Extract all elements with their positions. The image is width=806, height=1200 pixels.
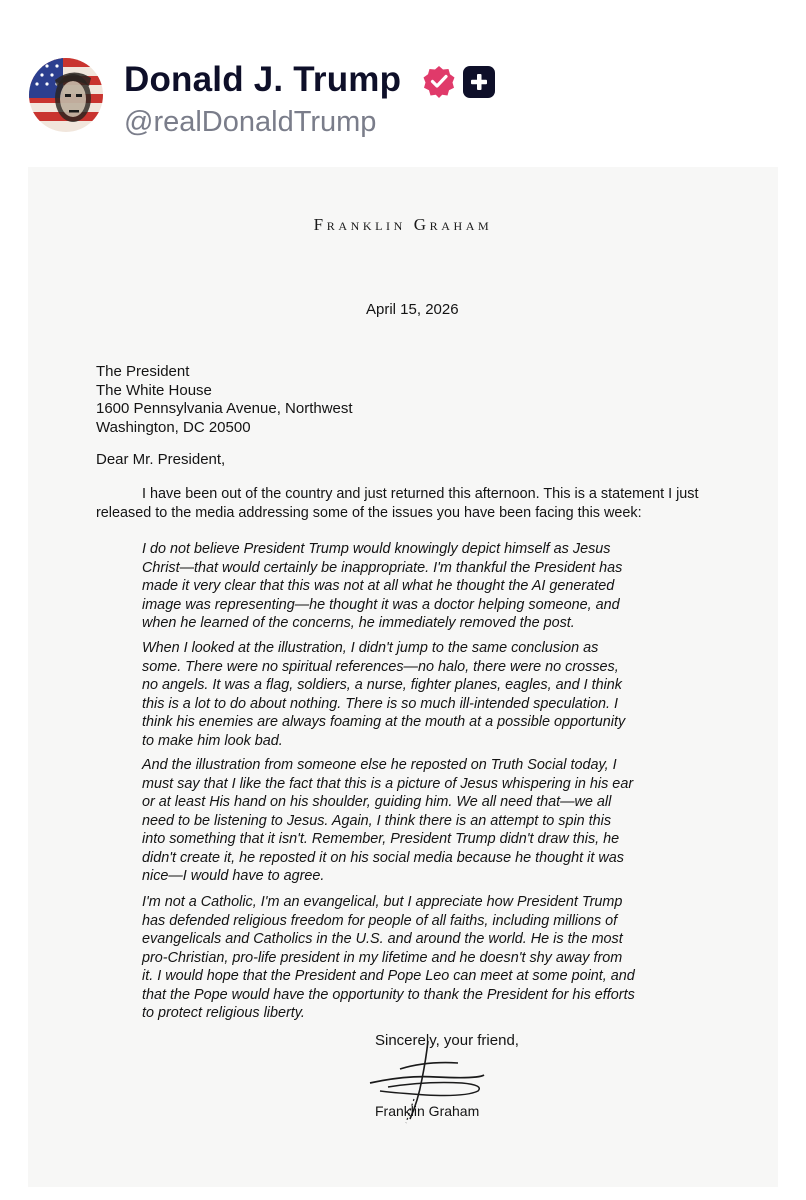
post-header bbox=[0, 0, 806, 160]
statement-line: that the Pope would have the opportunity to thank the President for his efforts bbox=[142, 986, 635, 1003]
statement-line: When I looked at the illustration, I didn't jump to the same conclusion as bbox=[142, 640, 599, 656]
statement-line: some. There were no spiritual references—no halo, there were no crosses, bbox=[142, 658, 619, 675]
statement-line: image was representing—he thought it was a doctor helping someone, and bbox=[142, 596, 620, 613]
statement-line: into something that it isn't. Remember, President Trump didn't draw this, he bbox=[142, 831, 620, 847]
address-line: Washington, DC 20500 bbox=[96, 418, 251, 436]
post-image-attachment[interactable] bbox=[28, 167, 778, 1187]
recipient-address bbox=[96, 363, 353, 437]
statement-line: think his enemies are always foaming at the mouth at a possible opportunity bbox=[142, 714, 626, 730]
statement-line: I'm not a Catholic, I'm an evangelical, but I appreciate how President Trump bbox=[142, 894, 623, 910]
statement-line: this is a lot to do about nothing. There is so much ill-intended speculation. I bbox=[142, 695, 618, 712]
statement-paragraph bbox=[142, 756, 682, 886]
statement-line: I do not believe President Trump would knowingly depict himself as Jesus bbox=[142, 541, 611, 557]
address-line: 1600 Pennsylvania Avenue, Northwest bbox=[96, 400, 353, 417]
user-handle[interactable]: @realDonaldTrump bbox=[124, 106, 377, 138]
statement-line: no angels. It was a flag, soldiers, a nurse, fighter planes, eagles, and I think bbox=[142, 677, 622, 693]
address-line: The President bbox=[96, 363, 190, 380]
statement-paragraph bbox=[142, 540, 682, 633]
avatar[interactable] bbox=[29, 58, 103, 132]
statement-line: Christ—that would certainly be inappropriate. I'm thankful the President has bbox=[142, 559, 623, 576]
statement-line: must say that I like the fact that this is a picture of Jesus whispering in his ear bbox=[142, 775, 634, 792]
letter-closing: Sincerely, your friend, bbox=[375, 1032, 519, 1049]
intro-paragraph: I have been out of the country and just returned this afternoon. This is a statement I just released to the media addressing some of the issues you have been facing this week: bbox=[96, 486, 699, 521]
letter-document bbox=[28, 167, 778, 1187]
address-line: The White House bbox=[96, 381, 212, 399]
signer-name: Franklin Graham bbox=[375, 1103, 480, 1119]
statement-line: nice—I would have to agree. bbox=[142, 868, 325, 884]
statement-line: need to be listening to Jesus. Again, I think there is an attempt to spin this bbox=[142, 812, 612, 829]
statement-line: pro-Christian, pro-life president in my lifetime and he doesn't shy away from bbox=[142, 949, 623, 966]
verified-badge-icon bbox=[422, 64, 456, 98]
statement-line: And the illustration from someone else he reposted on Truth Social today, I bbox=[142, 757, 617, 773]
avatar-image bbox=[29, 58, 103, 132]
statement-line: to make him look bad. bbox=[142, 732, 283, 749]
statement-line: made it very clear that this was not at all what he thought the AI generated bbox=[142, 578, 615, 594]
statement-paragraph bbox=[142, 639, 682, 750]
letter-date: April 15, 2026 bbox=[366, 301, 459, 318]
statement-paragraph bbox=[142, 893, 682, 1023]
statement-line: to protect religious liberty. bbox=[142, 1005, 305, 1021]
statement-line: it. I would hope that the President and Pope Leo can meet at some point, and bbox=[142, 968, 635, 984]
display-name[interactable]: Donald J. Trump bbox=[124, 60, 402, 99]
statement-line: has defended religious freedom for people of all faiths, including millions of bbox=[142, 912, 618, 929]
statement-line: didn't create it, he reposted it on his social media because he thought it was bbox=[142, 849, 624, 866]
letterhead: Franklin Graham bbox=[313, 215, 493, 234]
statement-line: or at least His hand on his shoulder, guiding him. We all need that—we all bbox=[142, 794, 612, 810]
statement-line: evangelicals and Catholics in the U.S. and around the world. He is the most bbox=[142, 931, 623, 947]
plus-icon[interactable] bbox=[463, 66, 495, 98]
statement-line: when he learned of the concerns, he immediately removed the post. bbox=[142, 615, 575, 631]
salutation: Dear Mr. President, bbox=[96, 451, 226, 468]
